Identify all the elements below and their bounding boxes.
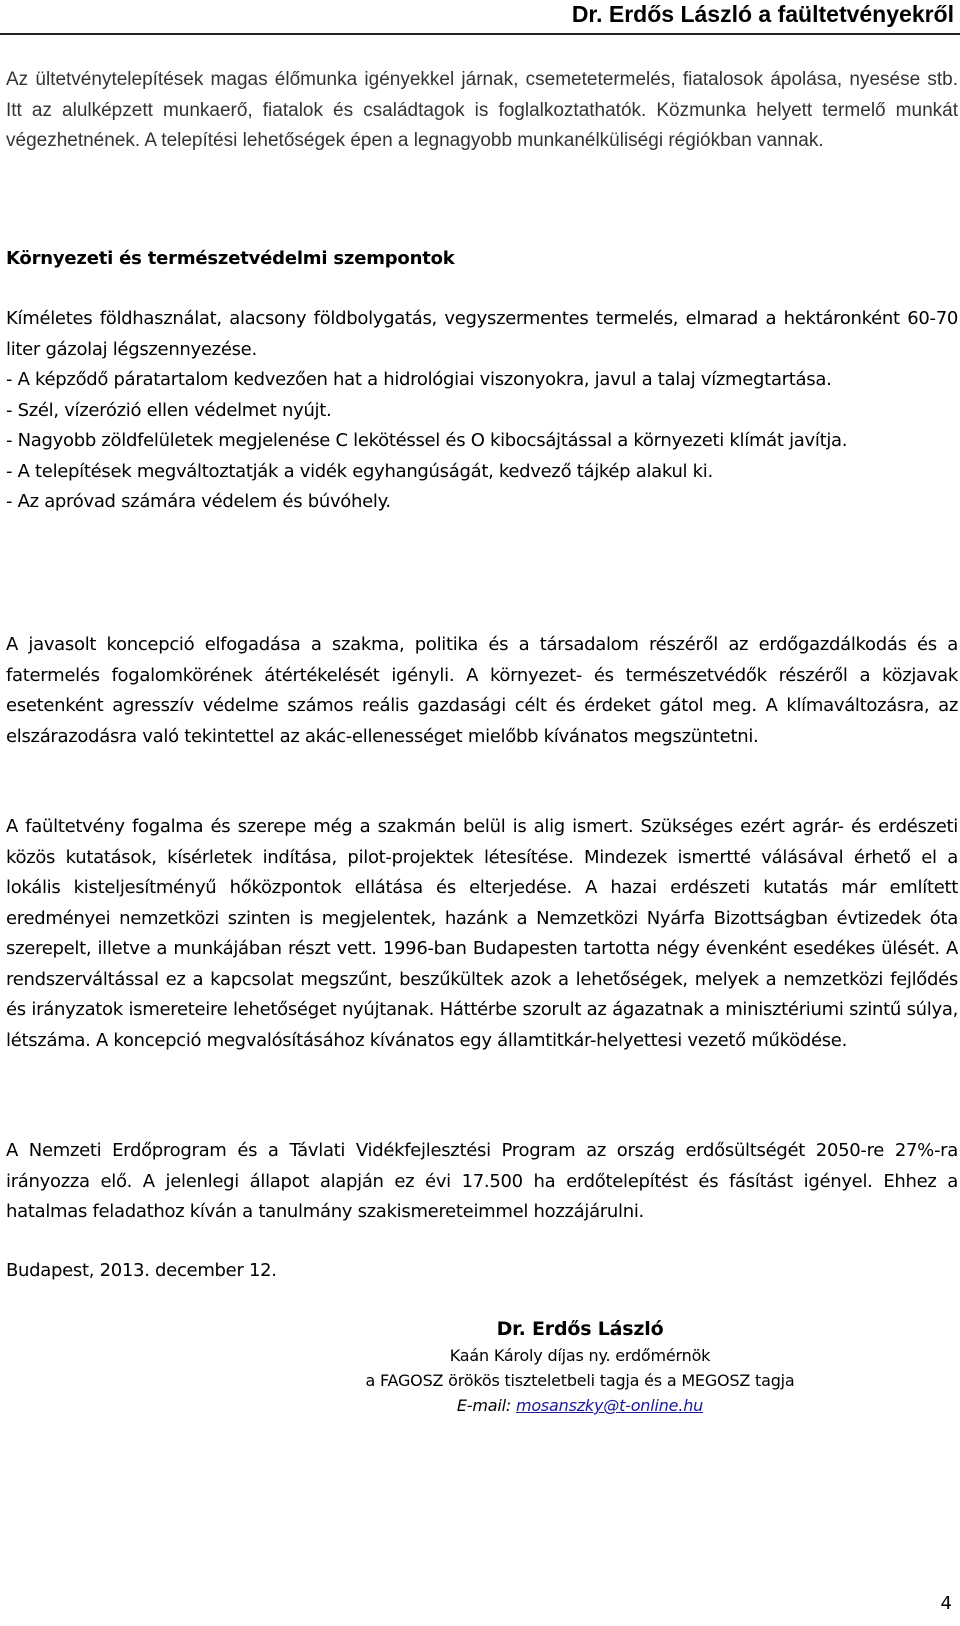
author-membership: a FAGOSZ örökös tiszteletbeli tagja és a MEGOSZ tagja	[365, 1371, 795, 1390]
environment-bullet: - Szél, vízerózió ellen védelmet nyújt.	[6, 399, 332, 421]
author-name: Dr. Erdős László	[496, 1318, 664, 1340]
place-date: Budapest, 2013. december 12.	[6, 1260, 277, 1281]
concept-paragraph: A javasolt koncepció elfogadása a szakma, politika és a társadalom részéről az erdőgazdálkodás és a fatermelés fogalomkörének átértékelését igényli. A környezet- és természetvédők részéről a közjavak esetenként agresszív védelme számos reális gazdasági célt és érdeket gátol meg. A klímaváltozásra, az elszárazodásra való tekintettel az akác-ellenességet mielőbb kívánatos megszüntetni.	[6, 634, 958, 747]
signature-block	[300, 1315, 860, 1418]
page-number: 4	[940, 1593, 952, 1614]
section-heading: Környezeti és természetvédelmi szempontok	[6, 248, 455, 269]
intro-text: Az ültetvénytelepítések magas élőmunka igényekkel járnak, csemetetermelés, fiatalosok ápolása, nyesése stb. Itt az alulképzett munkaerő, fiatalok és családtagok is foglalkoztathatók. Közmunka helyett termelő munkát végezhetnének. A telepítési lehetőségek épen a legnagyobb munkanélküliségi régiókban vannak.	[6, 69, 958, 151]
environment-lead: Kíméletes földhasználat, alacsony földbolygatás, vegyszermentes termelés, elmarad a hektáronként 60-70 liter gázolaj légszennyezése.	[6, 308, 958, 360]
header-divider	[0, 33, 960, 35]
research-paragraph: A faültetvény fogalma és szerepe még a szakmán belül is alig ismert. Szükséges ezért agrár- és erdészeti közös kutatások, kísérletek indítása, pilot-projektek létesítése. Mindezek ismertté válásával érhető el a lokális kisteljesítményű hőközpontok ellátása és elterjedése. A hazai erdészeti kutatás már említett eredményei nemzetközi szinten is megjelentek, hazánk a Nemzetközi Nyárfa Bizottságban évtizedek óta szerepelt, illetve a munkájában részt vett. 1996-ban Budapesten tartotta négy évenként esedékes ülését. A rendszerváltással ez a kapcsolat megszűnt, beszűkültek azok a lehetőségek, melyek a nemzetközi fejlődés és irányzatok ismereteire lehetőséget nyújtanak. Háttérbe szorult az ágazatnak a minisztériumi szintű súlya, létszáma. A koncepció megvalósításához kívánatos egy államtitkár-helyettesi vezető működése.	[6, 816, 958, 1051]
environment-bullet: - A képződő páratartalom kedvezően hat a hidrológiai viszonyokra, javul a talaj vízmegtartása.	[6, 369, 832, 390]
environment-bullet: - Az apróvad számára védelem és búvóhely.	[6, 491, 391, 512]
intro-paragraph	[6, 65, 958, 157]
page-header-title: Dr. Erdős László a faültetvényekről	[571, 1, 954, 27]
email-link[interactable]: mosanszky@t-online.hu	[515, 1396, 704, 1415]
email-line	[300, 1393, 860, 1418]
environment-section	[6, 304, 958, 518]
email-label: E-mail:	[456, 1396, 516, 1415]
environment-bullet: - Nagyobb zöldfelületek megjelenése C lekötéssel és O kibocsájtással a környezeti klímát javítja.	[6, 430, 848, 451]
environment-bullet: - A telepítések megváltoztatják a vidék egyhangúságát, kedvező tájkép alakul ki.	[6, 460, 713, 482]
author-title: Kaán Károly díjas ny. erdőmérnök	[449, 1346, 711, 1365]
program-paragraph: A Nemzeti Erdőprogram és a Távlati Vidékfejlesztési Program az ország erdősültségét 2050-re 27%-ra irányozza elő. A jelenlegi állapot alapján ez évi 17.500 ha erdőtelepítést és fásítást igényel. Ehhez a hatalmas feladathoz kíván a tanulmány szakismereteimmel hozzájárulni.	[6, 1140, 958, 1222]
